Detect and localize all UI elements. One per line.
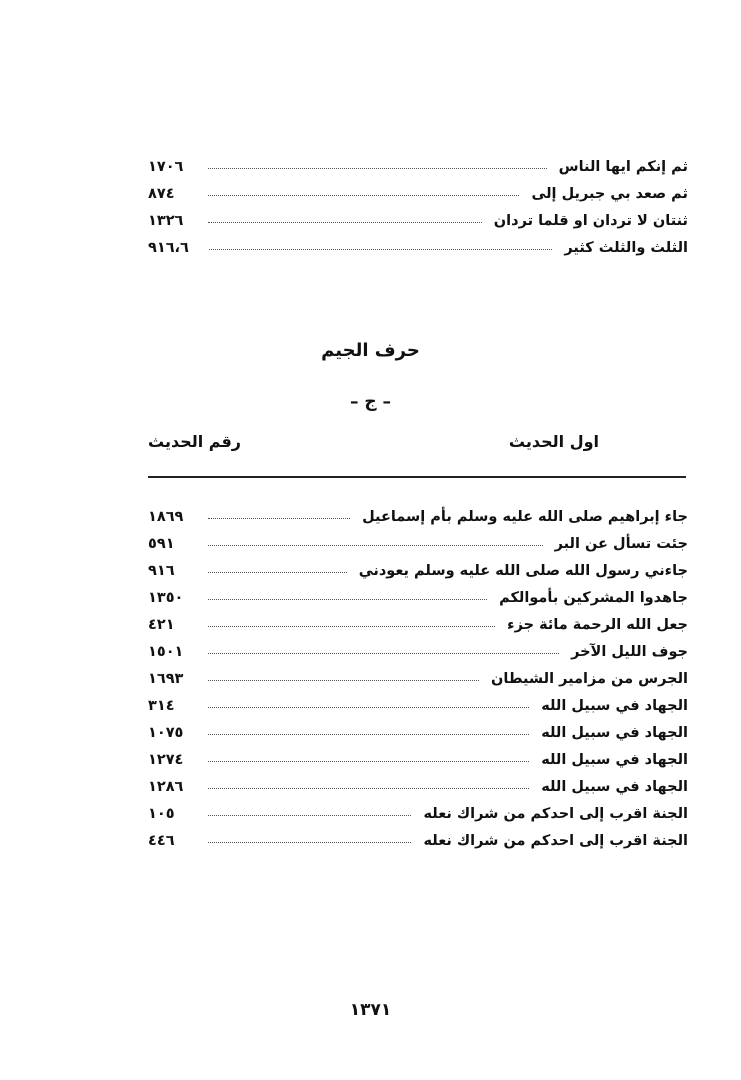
dot-leader — [208, 221, 482, 223]
entry-text: الجهاد في سبيل الله — [541, 698, 688, 714]
entry-text: جعل الله الرحمة مائة جزء — [507, 617, 688, 633]
dot-leader — [209, 248, 552, 250]
entry-text: ثنتان لا تردان او قلما تردان — [493, 213, 688, 229]
dot-leader — [208, 571, 347, 573]
index-entry — [148, 525, 688, 552]
entry-text: الجنة اقرب إلى احدكم من شراك نعله — [423, 833, 688, 849]
entry-number: ١٢٨٦ — [148, 779, 184, 795]
entry-number: ٩١٦ — [148, 563, 175, 579]
page-number: ١٣٧١ — [349, 1000, 392, 1020]
entry-number: ١٥٠١ — [148, 644, 184, 660]
entry-text: جاءني رسول الله صلى الله عليه وسلم يعودني — [358, 563, 688, 579]
entry-text: جوف الليل الآخر — [571, 644, 688, 660]
section-letter: – ج – — [349, 392, 392, 412]
index-list-jim — [148, 498, 688, 858]
index-entry — [148, 768, 688, 795]
dot-leader — [208, 679, 479, 681]
index-entry — [148, 498, 688, 525]
column-header-hadith-number: رقم الحديث — [148, 432, 242, 451]
entry-number: ١٠٧٥ — [148, 725, 184, 741]
dot-leader — [208, 760, 529, 762]
entry-text: الجهاد في سبيل الله — [541, 752, 688, 768]
entry-number: ٥٩١ — [148, 536, 175, 552]
dot-leader — [208, 194, 519, 196]
index-entry — [148, 633, 688, 660]
index-entry — [148, 741, 688, 768]
entry-text: الجهاد في سبيل الله — [541, 779, 688, 795]
dot-leader — [208, 706, 529, 708]
index-entry — [148, 202, 688, 229]
dot-leader — [208, 517, 350, 519]
header-divider — [148, 476, 686, 478]
index-entry — [148, 552, 688, 579]
entry-number: ٤٢١ — [148, 617, 175, 633]
entry-text: جاء إبراهيم صلى الله عليه وسلم بأم إسماعيل — [362, 509, 688, 525]
index-entry — [148, 579, 688, 606]
entry-number: ١٣٥٠ — [148, 590, 184, 606]
index-entry — [148, 229, 688, 256]
index-entry — [148, 606, 688, 633]
index-entry — [148, 148, 688, 175]
entry-text: جاهدوا المشركين بأموالكم — [499, 590, 688, 606]
index-entry — [148, 795, 688, 822]
index-entry — [148, 687, 688, 714]
entry-number: ١٠٥ — [148, 806, 175, 822]
index-entry — [148, 714, 688, 741]
dot-leader — [208, 167, 547, 169]
entry-text: ثم إنكم ايها الناس — [558, 159, 688, 175]
entry-number: ٩١٦،٦ — [148, 240, 189, 256]
entry-text: جئت تسأل عن البر — [554, 536, 688, 552]
dot-leader — [208, 841, 411, 843]
column-header-hadith-start: اول الحديث — [508, 432, 599, 451]
entry-text: الجرس من مزامير الشيطان — [491, 671, 688, 687]
entry-number: ٨٧٤ — [148, 186, 175, 202]
dot-leader — [208, 625, 495, 627]
entry-number: ١٣٢٦ — [148, 213, 184, 229]
index-entry — [148, 660, 688, 687]
entry-number: ٣١٤ — [148, 698, 175, 714]
dot-leader — [208, 733, 529, 735]
dot-leader — [208, 544, 543, 546]
entry-text: الجنة اقرب إلى احدكم من شراك نعله — [423, 806, 688, 822]
index-list-tha — [148, 148, 688, 256]
index-entry — [148, 822, 688, 849]
entry-number: ١٢٧٤ — [148, 752, 184, 768]
entry-text: ثم صعد بي جبريل إلى — [531, 186, 688, 202]
dot-leader — [208, 598, 487, 600]
entry-text: الثلث والثلث كثير — [564, 240, 688, 256]
dot-leader — [208, 814, 411, 816]
section-title: حرف الجيم — [321, 340, 420, 361]
entry-number: ١٦٩٣ — [148, 671, 184, 687]
entry-number: ٤٤٦ — [148, 833, 175, 849]
entry-number: ١٨٦٩ — [148, 509, 184, 525]
entry-text: الجهاد في سبيل الله — [541, 725, 688, 741]
dot-leader — [208, 787, 529, 789]
dot-leader — [208, 652, 559, 654]
entry-number: ١٧٠٦ — [148, 159, 184, 175]
index-entry — [148, 175, 688, 202]
